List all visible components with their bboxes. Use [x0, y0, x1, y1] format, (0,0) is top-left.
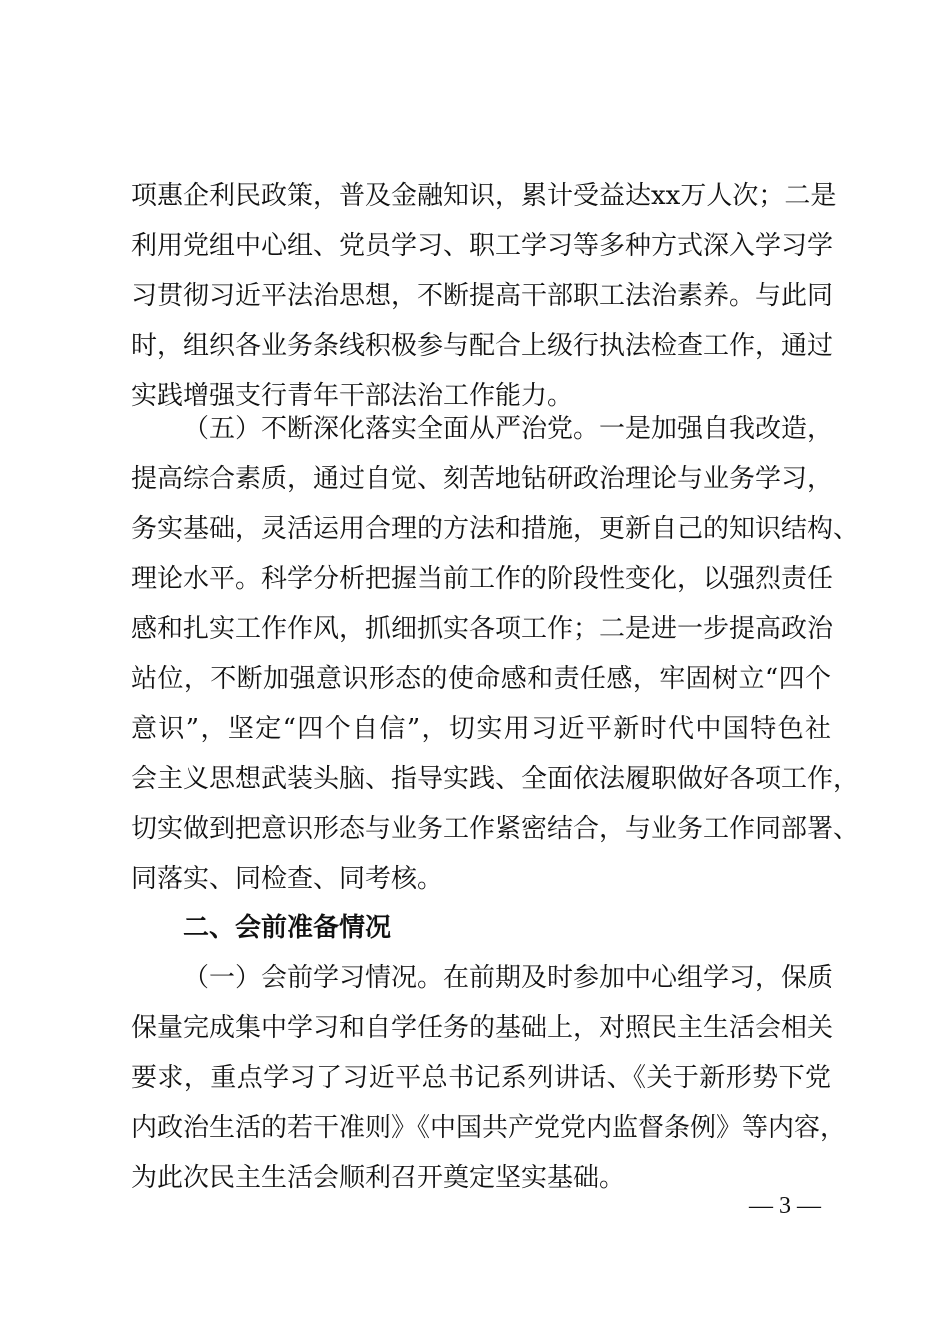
- text-line: 要求，重点学习了习近平总书记系列讲话、《关于新形势下党: [131, 1063, 831, 1093]
- page-number: — 3 —: [749, 1193, 821, 1219]
- text-line: 实践增强支行青年干部法治工作能力。: [131, 381, 574, 411]
- text-line: 切实做到把意识形态与业务工作紧密结合，与业务工作同部署、: [131, 814, 860, 844]
- text-line: 站位，不断加强意识形态的使命感和责任感，牢固树立“四个: [131, 664, 831, 694]
- text-line: 项惠企利民政策，普及金融知识，累计受益达xx万人次；二是: [131, 181, 837, 211]
- text-line: 意识”，坚定“四个自信”，切实用习近平新时代中国特色社: [131, 714, 831, 744]
- paragraph-start-line: （五）不断深化落实全面从严治党。一是加强自我改造，: [183, 414, 834, 444]
- text-line: 提高综合素质，通过自觉、刻苦地钻研政治理论与业务学习，: [131, 464, 834, 494]
- text-line: 感和扎实工作作风，抓细抓实各项工作；二是进一步提高政治: [131, 614, 834, 644]
- text-line: 同落实、同检查、同考核。: [131, 864, 444, 894]
- text-line: 为此次民主生活会顺利召开奠定坚实基础。: [131, 1163, 626, 1193]
- section-heading: 二、会前准备情况: [183, 913, 392, 943]
- text-line: 保量完成集中学习和自学任务的基础上，对照民主生活会相关: [131, 1013, 834, 1043]
- text-line: 内政治生活的若干准则》《中国共产党党内监督条例》等内容，: [131, 1113, 847, 1143]
- text-line: 务实基础，灵活运用合理的方法和措施，更新自己的知识结构、: [131, 514, 860, 544]
- paragraph-start-line: （一）会前学习情况。在前期及时参加中心组学习，保质: [183, 963, 834, 993]
- text-line: 时，组织各业务条线积极参与配合上级行执法检查工作，通过: [131, 331, 834, 361]
- text-line: 习贯彻习近平法治思想，不断提高干部职工法治素养。与此同: [131, 281, 834, 311]
- text-line: 理论水平。科学分析把握当前工作的阶段性变化，以强烈责任: [131, 564, 834, 594]
- text-line: 会主义思想武装头脑、指导实践、全面依法履职做好各项工作，: [131, 764, 860, 794]
- text-line: 利用党组中心组、党员学习、职工学习等多种方式深入学习学: [131, 231, 834, 261]
